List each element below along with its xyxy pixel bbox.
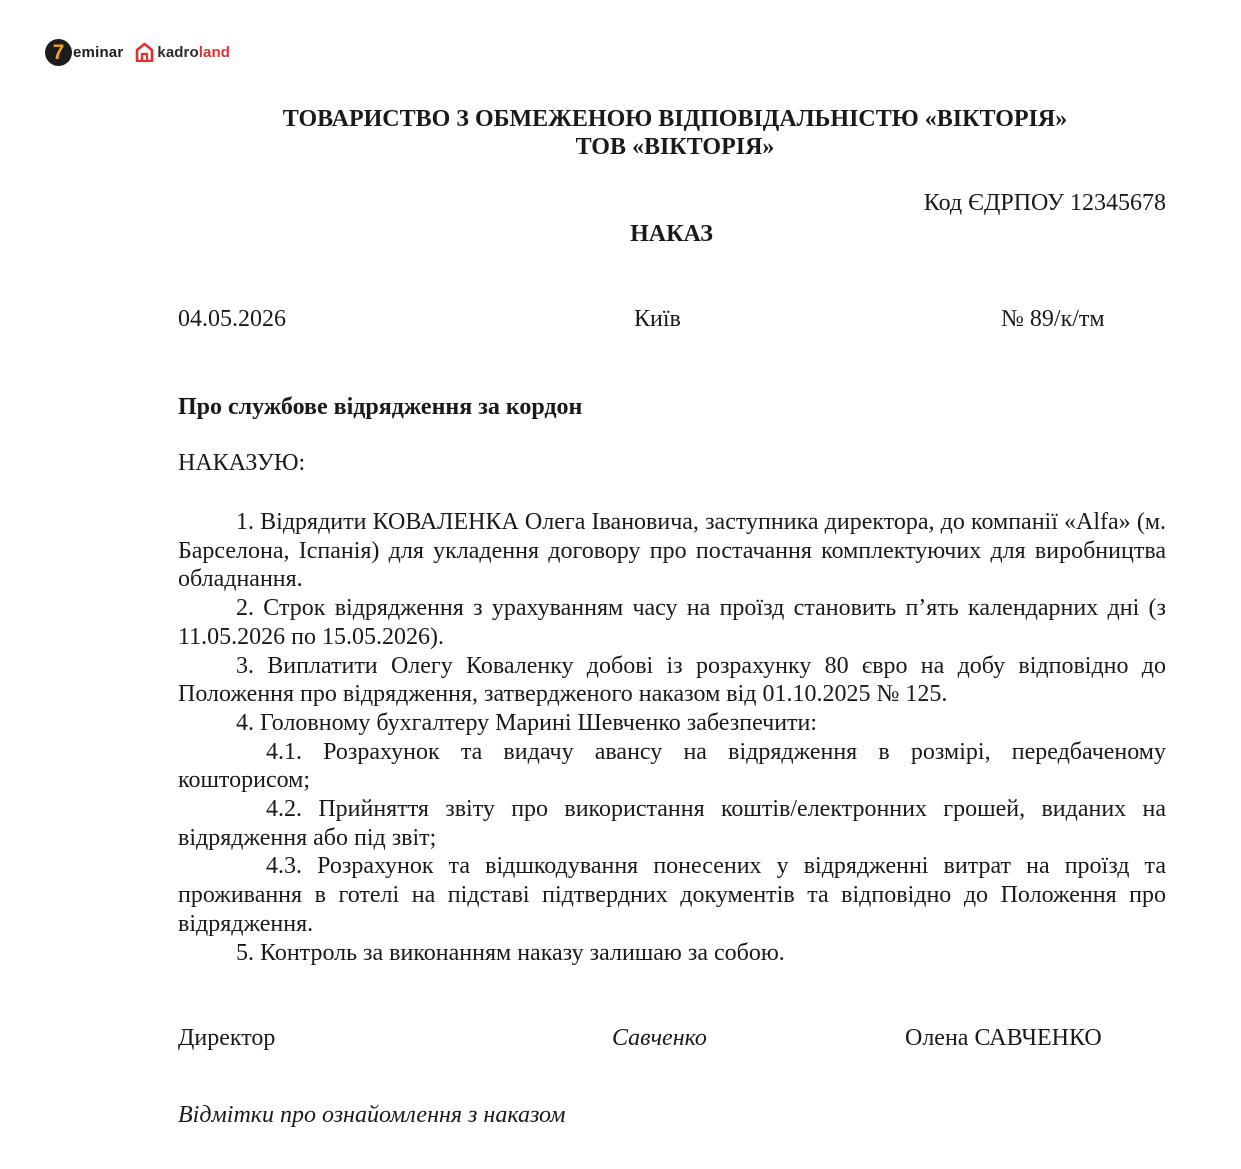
order-item-1: 1. Відрядити КОВАЛЕНКА Олега Івановича, заступника директора, до компанії «Alfa» (м. Барселона, Іспанія) для укладення договору про постачання комплектуючих для виробництва обладнання. xyxy=(178,509,1166,593)
order-city: Київ xyxy=(634,306,681,332)
order-items xyxy=(178,508,1166,967)
orders-heading: НАКАЗУЮ: xyxy=(178,450,306,476)
house-icon xyxy=(135,42,154,62)
order-subitem-4-3: 4.3. Розрахунок та відшкодування понесених у відрядженні витрат на проїзд та проживання в готелі на підставі підтвердних документів та відповідно до Положення про відрядження. xyxy=(178,853,1166,937)
signature: Савченко xyxy=(612,1025,707,1051)
signer-name: Олена САВЧЕНКО xyxy=(905,1025,1102,1051)
signer-position: Директор xyxy=(178,1025,276,1051)
order-subitem-4-2: 4.2. Прийняття звіту про використання коштів/електронних грошей, виданих на відрядження або під звіт; xyxy=(178,796,1166,851)
order-date: 04.05.2026 xyxy=(178,306,286,332)
edrpou-code: Код ЄДРПОУ 12345678 xyxy=(923,190,1166,216)
org-full-name: ТОВАРИСТВО З ОБМЕЖЕНОЮ ВІДПОВІДАЛЬНІСТЮ «ВІКТОРІЯ» xyxy=(282,106,1068,132)
document-title: НАКАЗ xyxy=(630,221,713,247)
seminar-logo-word: eminar xyxy=(73,43,124,61)
order-item-2: 2. Строк відрядження з урахуванням часу на проїзд становить п’ять календарних дні (з 11.05.2026 по 15.05.2026). xyxy=(178,595,1166,650)
kadroland-logo-word xyxy=(157,44,230,61)
kadroland-logo-word-part2: land xyxy=(198,43,230,61)
header-logos xyxy=(45,38,230,66)
org-short-name: ТОВ «ВІКТОРІЯ» xyxy=(575,134,775,160)
order-number: № 89/к/тм xyxy=(1001,306,1105,332)
kadroland-logo xyxy=(135,42,230,62)
seminar-logo-mark: 7 xyxy=(45,39,72,66)
order-subitem-4-1: 4.1. Розрахунок та видачу авансу на відрядження в розмірі, передбаченому кошторисом; xyxy=(178,738,1166,794)
order-item-5: 5. Контроль за виконанням наказу залишаю за собою. xyxy=(236,939,785,966)
order-subject: Про службове відрядження за кордон xyxy=(178,394,583,420)
kadroland-logo-word-part1: kadro xyxy=(157,43,199,61)
acknowledgement-note: Відмітки про ознайомлення з наказом xyxy=(178,1102,566,1128)
order-item-3: 3. Виплатити Олегу Коваленку добові із розрахунку 80 євро на добу відповідно до Положення про відрядження, затвердженого наказом від 01.10.2025 № 125. xyxy=(178,652,1166,708)
seminar-logo xyxy=(45,39,123,66)
order-item-4: 4. Головному бухгалтеру Марині Шевченко забезпечити: xyxy=(236,709,818,736)
